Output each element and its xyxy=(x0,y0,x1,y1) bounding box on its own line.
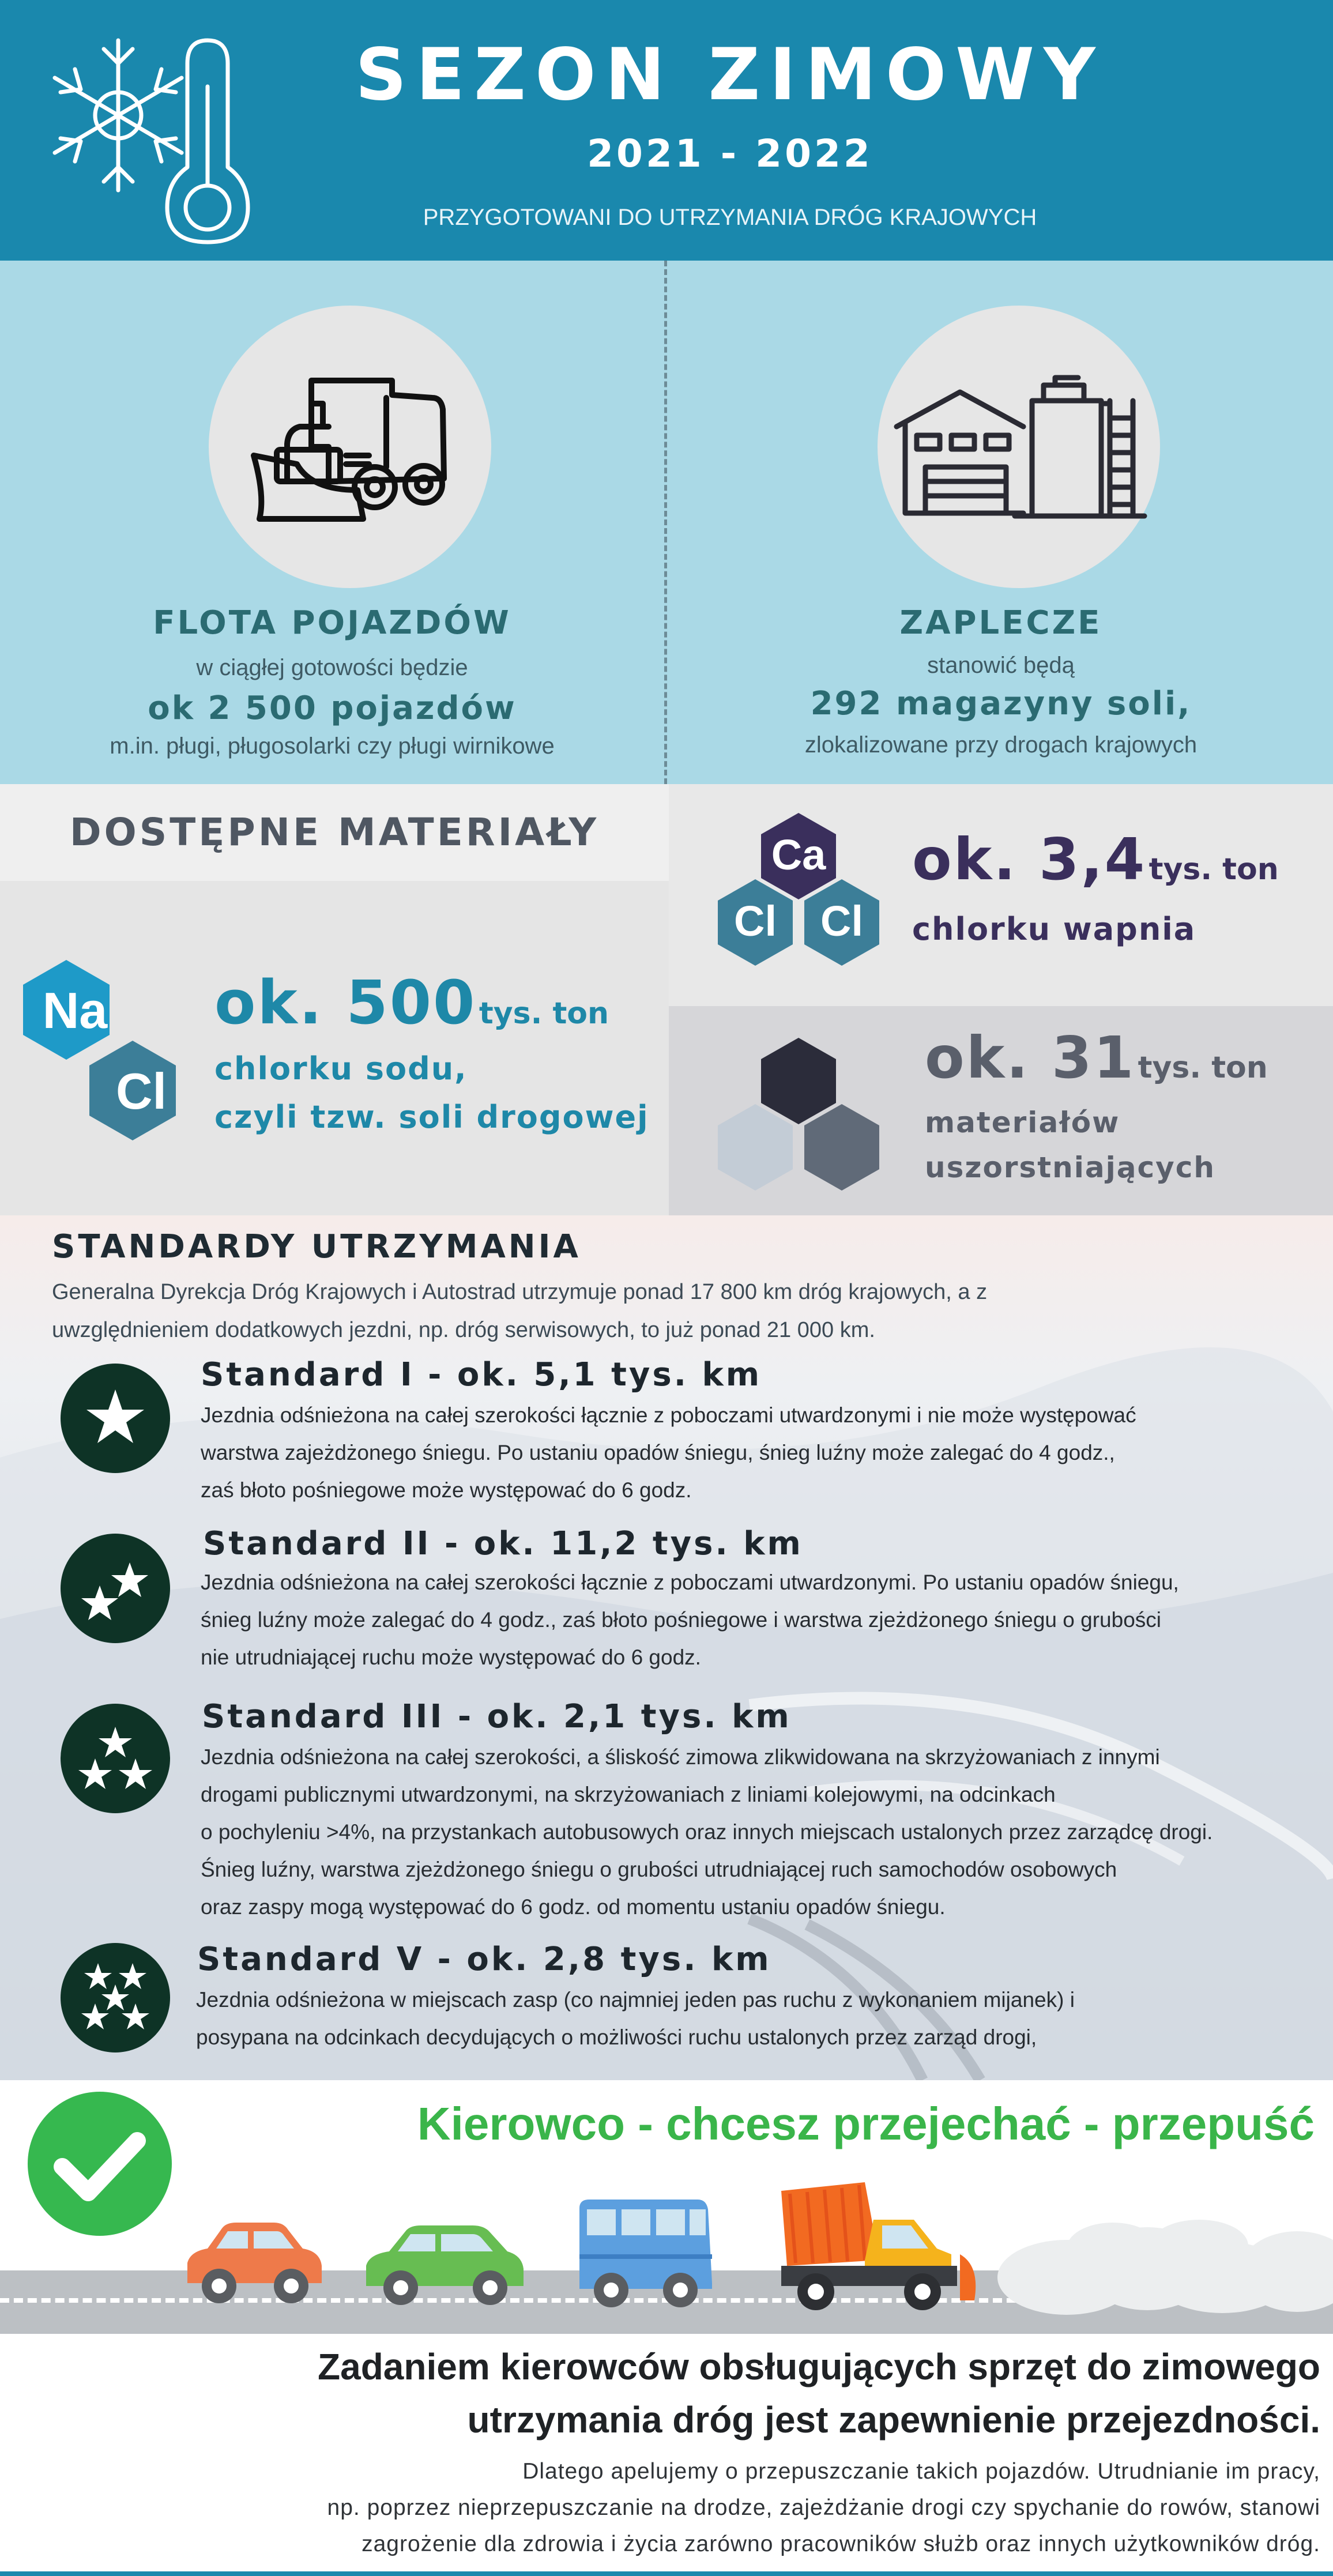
standard-2-text xyxy=(201,1564,1331,1676)
standard-5-line: Jezdnia odśnieżona w miejscach zasp (co najmniej jeden pas ruchu z wykonaniem mijanek) i xyxy=(196,1988,1075,2012)
driver-message-line1: Zadaniem kierowców obsługujących sprzęt do zimowego xyxy=(318,2346,1320,2387)
standard-5-text xyxy=(196,1981,1326,2056)
standard-1-line: Jezdnia odśnieżona na całej szerokości łącznie z poboczami utwardzonymi i nie może występować xyxy=(201,1403,1136,1427)
page-subtitle: PRZYGOTOWANI DO UTRZYMANIA DRÓG KRAJOWYCH xyxy=(423,205,1037,230)
standards-intro-line1: Generalna Dyrekcja Dróg Krajowych i Autostrad utrzymuje ponad 17 800 km dróg krajowych, a z xyxy=(52,1280,988,1304)
backend-heading: ZAPLECZE xyxy=(899,604,1102,642)
calcium-desc: chlorku wapnia xyxy=(912,911,1196,947)
driver-detail-line2: np. poprzez nieprzepuszczanie na drodze, zajeżdżanie drogi czy spychanie do rowów, stanowi xyxy=(327,2495,1320,2520)
three-stars-icon xyxy=(61,1704,170,1813)
snow-spray-icon xyxy=(997,2220,1333,2315)
na-symbol: Na xyxy=(42,982,108,1039)
grit-desc2: uszorstniających xyxy=(925,1151,1215,1184)
orange-car-icon xyxy=(187,2223,322,2303)
snowplow-truck-icon xyxy=(242,363,455,536)
ca-symbol: Ca xyxy=(771,831,826,879)
cl-symbol-2: Cl xyxy=(820,897,863,945)
fleet-line2: m.in. pługi, pługosolarki czy pługi wirnikowe xyxy=(110,733,555,759)
standard-3-icon xyxy=(61,1704,170,1813)
standard-3-line: Śnieg luźny, warstwa zjeżdżonego śniegu o grubości utrudniającej ruch samochodów osobowych xyxy=(201,1858,1117,1881)
salt-desc1: chlorku sodu, xyxy=(214,1050,468,1087)
standards-intro-line2: uwzględnieniem dodatkowych jezdni, np. dróg serwisowych, to już ponad 21 000 km. xyxy=(52,1318,875,1342)
one-star-icon xyxy=(61,1364,170,1473)
standard-3-title: Standard III - ok. 2,1 tys. km xyxy=(202,1698,792,1735)
standard-2-line: nie utrudniającej ruchu może występować do 6 godz. xyxy=(201,1645,701,1669)
standard-2-icon xyxy=(61,1534,170,1643)
standard-5-title: Standard V - ok. 2,8 tys. km xyxy=(197,1941,771,1978)
grit-unit: tys. ton xyxy=(1138,1050,1268,1085)
cl-symbol: Cl xyxy=(116,1063,167,1120)
five-stars-icon xyxy=(61,1943,170,2052)
standards-intro xyxy=(52,1273,1263,1349)
calcium-amount: ok. 3,4 xyxy=(912,826,1147,893)
salt-desc2: czyli tzw. soli drogowej xyxy=(214,1099,649,1135)
salt-amount: ok. 500 xyxy=(214,967,477,1038)
grit-amount: ok. 31 xyxy=(925,1024,1136,1091)
standard-5-icon xyxy=(61,1943,170,2052)
standard-3-text xyxy=(201,1738,1331,1926)
standard-3-line: o pochyleniu >4%, na przystankach autobusowych oraz innych miejscach ustalonych przez zarządcę drogi. xyxy=(201,1820,1213,1844)
snowplow-truck-orange-icon xyxy=(781,2182,976,2310)
standard-2-title: Standard II - ok. 11,2 tys. km xyxy=(203,1525,803,1562)
standard-1-title: Standard I - ok. 5,1 tys. km xyxy=(201,1356,762,1394)
blue-bus-icon xyxy=(579,2200,712,2307)
fleet-highlight: ok 2 500 pojazdów xyxy=(148,690,517,727)
grit-desc1: materiałów xyxy=(925,1106,1120,1139)
backend-line2: zlokalizowane przy drogach krajowych xyxy=(804,732,1198,758)
standard-2-line: śnieg luźny może zalegać do 4 godz., zaś błoto pośniegowe i warstwa zjeżdżonego śniegu o grubości xyxy=(201,1608,1161,1632)
season-years: 2021 - 2022 xyxy=(587,131,873,176)
green-car-icon xyxy=(366,2225,524,2305)
backend-line1: stanowić będą xyxy=(927,653,1075,678)
backend-highlight: 292 magazyny soli, xyxy=(810,685,1192,722)
fleet-heading: FLOTA POJAZDÓW xyxy=(153,604,511,642)
standards-heading: STANDARDY UTRZYMANIA xyxy=(52,1228,581,1266)
fleet-line1: w ciągłej gotowości będzie xyxy=(196,655,468,680)
standard-2-line: Jezdnia odśnieżona na całej szerokości łącznie z poboczami utwardzonymi. Po ustaniu opadów śniegu, xyxy=(201,1571,1179,1594)
grit-hexagons-icon xyxy=(712,1035,885,1196)
standard-1-text xyxy=(201,1396,1331,1509)
standard-1-icon xyxy=(61,1364,170,1473)
page-title: SEZON ZIMOWY xyxy=(355,33,1105,116)
salt-unit: tys. ton xyxy=(479,996,609,1031)
calcium-unit: tys. ton xyxy=(1149,852,1279,887)
standard-3-line: Jezdnia odśnieżona na całej szerokości, a śliskość zimowa zlikwidowana na skrzyżowaniach z innymi xyxy=(201,1745,1160,1769)
driver-detail-line3: zagrożenie dla zdrowia i życia zarówno pracowników służb oraz innych użytkowników dróg. xyxy=(362,2532,1320,2556)
bottom-accent-bar xyxy=(0,2571,1333,2576)
standard-1-line: warstwa zajeżdżonego śniegu. Po ustaniu opadów śniegu, śnieg luźny może zalegać do 4 godz., xyxy=(201,1441,1115,1464)
cl-symbol-1: Cl xyxy=(734,897,777,945)
standard-3-line: drogami publicznymi utwardzonymi, na skrzyżowaniach z liniami kolejowymi, na odcinkach xyxy=(201,1783,1056,1806)
dashed-divider xyxy=(664,261,667,784)
driver-detail-line1: Dlatego apelujemy o przepuszczanie takich pojazdów. Utrudnianie im pracy, xyxy=(522,2459,1320,2484)
two-stars-icon xyxy=(61,1534,170,1643)
materials-heading: DOSTĘPNE MATERIAŁY xyxy=(69,810,600,854)
standard-3-line: oraz zaspy mogą występować do 6 godz. od momentu ustaniu opadów śniegu. xyxy=(201,1895,946,1919)
vehicles-illustration xyxy=(0,2168,1333,2318)
driver-message-line2: utrzymania dróg jest zapewnienie przejezdności. xyxy=(467,2399,1320,2441)
standard-5-line: posypana na odcinkach decydujących o możliwości ruchu ustalonych przez zarząd drogi, xyxy=(196,2025,1037,2049)
standard-1-line: zaś błoto pośniegowe może występować do 6 godz. xyxy=(201,1478,692,1502)
driver-slogan: Kierowco - chcesz przejechać - przepuść xyxy=(417,2098,1315,2149)
warehouse-silo-icon xyxy=(891,375,1150,525)
